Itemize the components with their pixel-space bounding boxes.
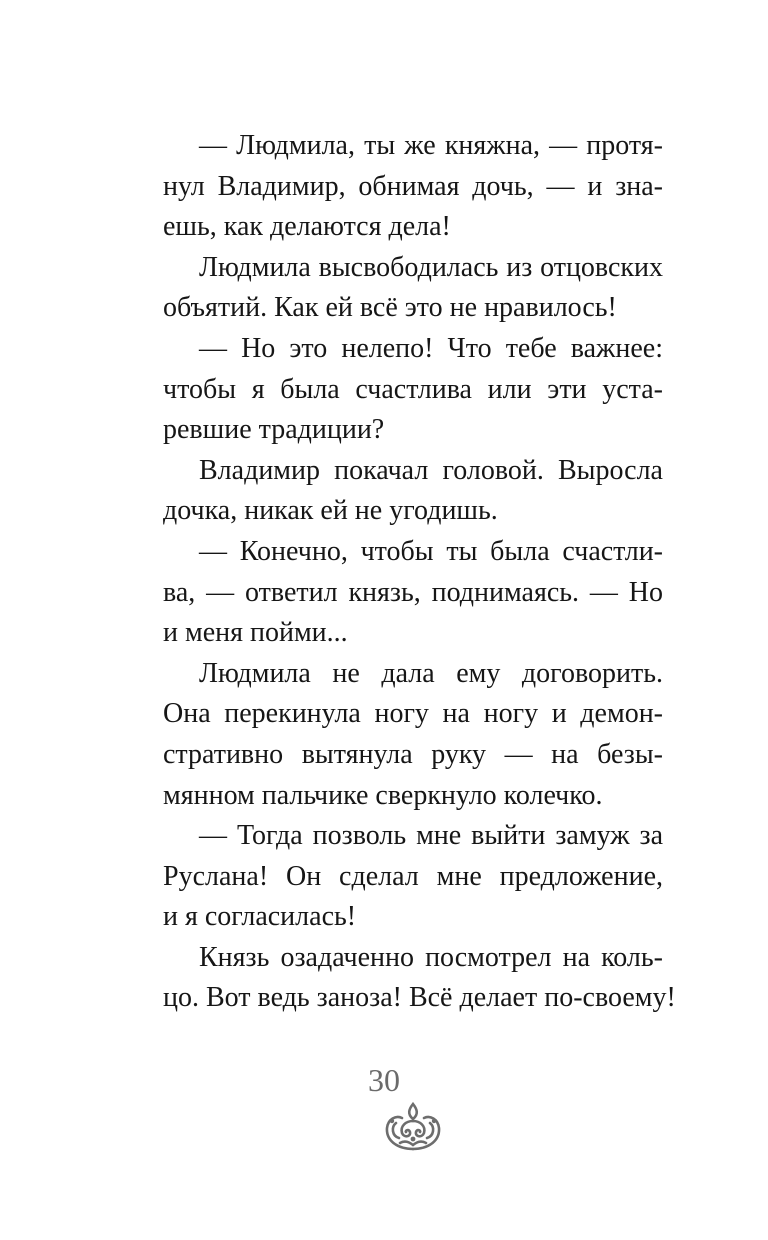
text-line: — Но это нелепо! Что тебе важнее: [199, 332, 663, 364]
paragraph-4 [163, 451, 663, 532]
text-line: — Тогда позволь мне выйти замуж за [199, 820, 663, 852]
text-line: Людмила высвободилась из отцовских [199, 251, 663, 283]
text-line: Князь озадаченно посмотрел на коль- [199, 941, 663, 973]
text-block [163, 126, 676, 1019]
text-line: — Конечно, чтобы ты была счастли- [199, 535, 663, 567]
text-line: чтобы я была счастлива или эти уста- [163, 373, 663, 405]
text-line: — Людмила, ты же княжна, — протя- [199, 130, 663, 161]
paragraph-3 [163, 329, 663, 451]
page-number: 30 [368, 1062, 400, 1098]
text-line: ешь, как делаются дела! [163, 211, 451, 243]
text-line: и меня пойми... [163, 617, 348, 649]
text-line: Руслана! Он сделал мне предложение, [163, 860, 663, 892]
paragraph-1 [163, 126, 663, 248]
text-line: дочка, никак ей не угодишь. [163, 495, 498, 527]
text-line: мянном пальчике сверкнуло колечко. [163, 779, 603, 811]
paragraph-6 [163, 654, 663, 816]
paragraph-7 [163, 816, 663, 938]
text-line: нул Владимир, обнимая дочь, — и зна- [163, 170, 663, 202]
text-line: и я согласилась! [163, 901, 357, 933]
text-line: ва, — ответил князь, поднимаясь. — Но [163, 576, 663, 608]
floral-ornament-icon [382, 1101, 444, 1153]
text-line: Людмила не дала ему договорить. [199, 657, 663, 689]
text-line: объятий. Как ей всё это не нравилось! [163, 292, 617, 324]
text-line: Владимир покачал головой. Выросла [199, 454, 663, 486]
text-line: цо. Вот ведь заноза! Всё делает по-своему! [163, 982, 676, 1014]
paragraph-8 [163, 938, 676, 1019]
text-line: ревшие традиции? [163, 414, 385, 446]
paragraph-2 [163, 248, 663, 329]
paragraph-5 [163, 532, 663, 654]
text-line: стративно вытянула руку — на безы- [163, 738, 663, 770]
text-line: Она перекинула ногу на ногу и демон- [163, 698, 663, 730]
